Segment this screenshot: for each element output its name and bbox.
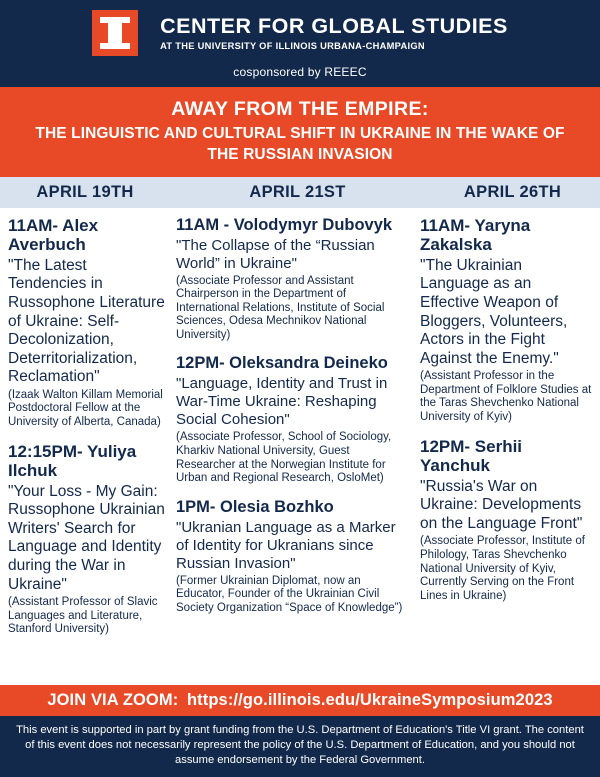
talk-entry (176, 498, 412, 616)
schedule-columns (0, 208, 600, 685)
talk-affiliation: (Izaak Walton Killam Memorial Postdoctoral Fellow at the University of Alberta, Canada) (8, 388, 163, 429)
date-header-row (0, 177, 600, 208)
talk-affiliation: (Former Ukrainian Diplomat, now an Educator, Founder of the Ukrainian Civil Society Organization “Space of Knowledge”) (176, 574, 403, 614)
poster-header (0, 0, 600, 87)
talk-title: "Russia's War on Ukraine: Developments on the Language Front" (420, 477, 583, 532)
talk-speaker: 11AM - Volodymyr Dubovyk (176, 215, 393, 234)
talk-entry (8, 442, 168, 637)
talk-title: "The Ukrainian Language as an Effective Weapon of Bloggers, Volunteers, Actors in the Fight Against the Enemy." (420, 256, 568, 367)
date-header-april-21: APRIL 21ST (249, 182, 346, 201)
talk-affiliation: (Assistant Professor of Slavic Languages and Literature, Stanford University) (8, 596, 158, 636)
zoom-link[interactable]: https://go.illinois.edu/UkraineSymposium2023 (187, 690, 553, 709)
talk-entry (420, 216, 592, 425)
talk-entry (8, 216, 168, 430)
talk-affiliation: (Associate Professor and Assistant Chairperson in the Department of International Relations, Institute of Social Sciences, Odesa Mechnikov National University) (176, 274, 385, 341)
talk-title: "The Collapse of the “Russian World” in Ukraine" (176, 236, 375, 272)
talk-title: "The Latest Tendencies in Russophone Literature of Ukraine: Self-Decolonization, Deterritorialization, Reclamation" (8, 256, 165, 386)
talk-affiliation: (Associate Professor, Institute of Philology, Taras Shevchenko National University of Kyiv, Currently Serving on the Front Lines in Ukraine) (420, 535, 585, 602)
talk-title: "Ukranian Language as a Marker of Identity for Ukranians since Russian Invasion" (176, 518, 396, 572)
join-zoom-label: JOIN VIA ZOOM: (47, 690, 179, 709)
join-zoom-bar[interactable] (0, 685, 600, 716)
event-banner (0, 87, 600, 177)
talk-entry (176, 354, 412, 485)
talk-title: "Your Loss - My Gain: Russophone Ukrainian Writers' Search for Language and Identity during the War in Ukraine" (8, 482, 165, 593)
talk-title: "Language, Identity and Trust in War-Time Ukraine: Reshaping Social Cohesion" (176, 375, 388, 429)
event-title-line2: THE LINGUISTIC AND CULTURAL SHIFT IN UKRAINE IN THE WAKE OF THE RUSSIAN INVASION (35, 125, 565, 163)
date-header-april-19: APRIL 19TH (36, 182, 134, 201)
organization-title: CENTER FOR GLOBAL STUDIES (160, 14, 508, 39)
date-header-april-26: APRIL 26TH (463, 182, 562, 201)
talk-speaker: 11AM- Yaryna Zakalska (420, 215, 531, 255)
organization-subtitle: AT THE UNIVERSITY OF ILLINOIS URBANA-CHAMPAIGN (160, 40, 425, 51)
logo-block (92, 10, 148, 56)
talk-speaker: 1PM- Olesia Bozhko (176, 497, 334, 516)
schedule-column-april-21 (176, 216, 412, 685)
talk-speaker: 12:15PM- Yuliya Ilchuk (8, 441, 137, 481)
talk-affiliation: (Assistant Professor in the Department of Folklore Studies at the Taras Shevchenko National University of Kyiv) (420, 370, 592, 423)
talk-entry (420, 437, 592, 604)
talk-speaker: 12PM- Oleksandra Deineko (176, 354, 388, 373)
event-title-line1: AWAY FROM THE EMPIRE: (171, 98, 429, 120)
cosponsor-line: cosponsored by REEEC (233, 65, 367, 79)
schedule-column-april-26 (420, 216, 592, 685)
grant-disclaimer: This event is supported in part by grant funding from the U.S. Department of Education's Title VI grant. The content of this event does not necessarily represent the policy of the U.S. Department of Education, and you should not assume endorsement by the Federal Government. (0, 716, 600, 777)
talk-speaker: 11AM- Alex Averbuch (8, 215, 99, 255)
header-title-block (160, 15, 508, 51)
header-top (0, 10, 600, 56)
talk-entry (176, 216, 412, 343)
talk-speaker: 12PM- Serhii Yanchuk (420, 436, 523, 476)
illinois-block-i-logo-icon (92, 10, 138, 56)
schedule-column-april-19 (8, 216, 168, 685)
talk-affiliation: (Associate Professor, School of Sociology, Kharkiv National University, Guest Researcher at the Norwegian Institute for Urban and Regional Research, OsloMet) (176, 431, 392, 485)
